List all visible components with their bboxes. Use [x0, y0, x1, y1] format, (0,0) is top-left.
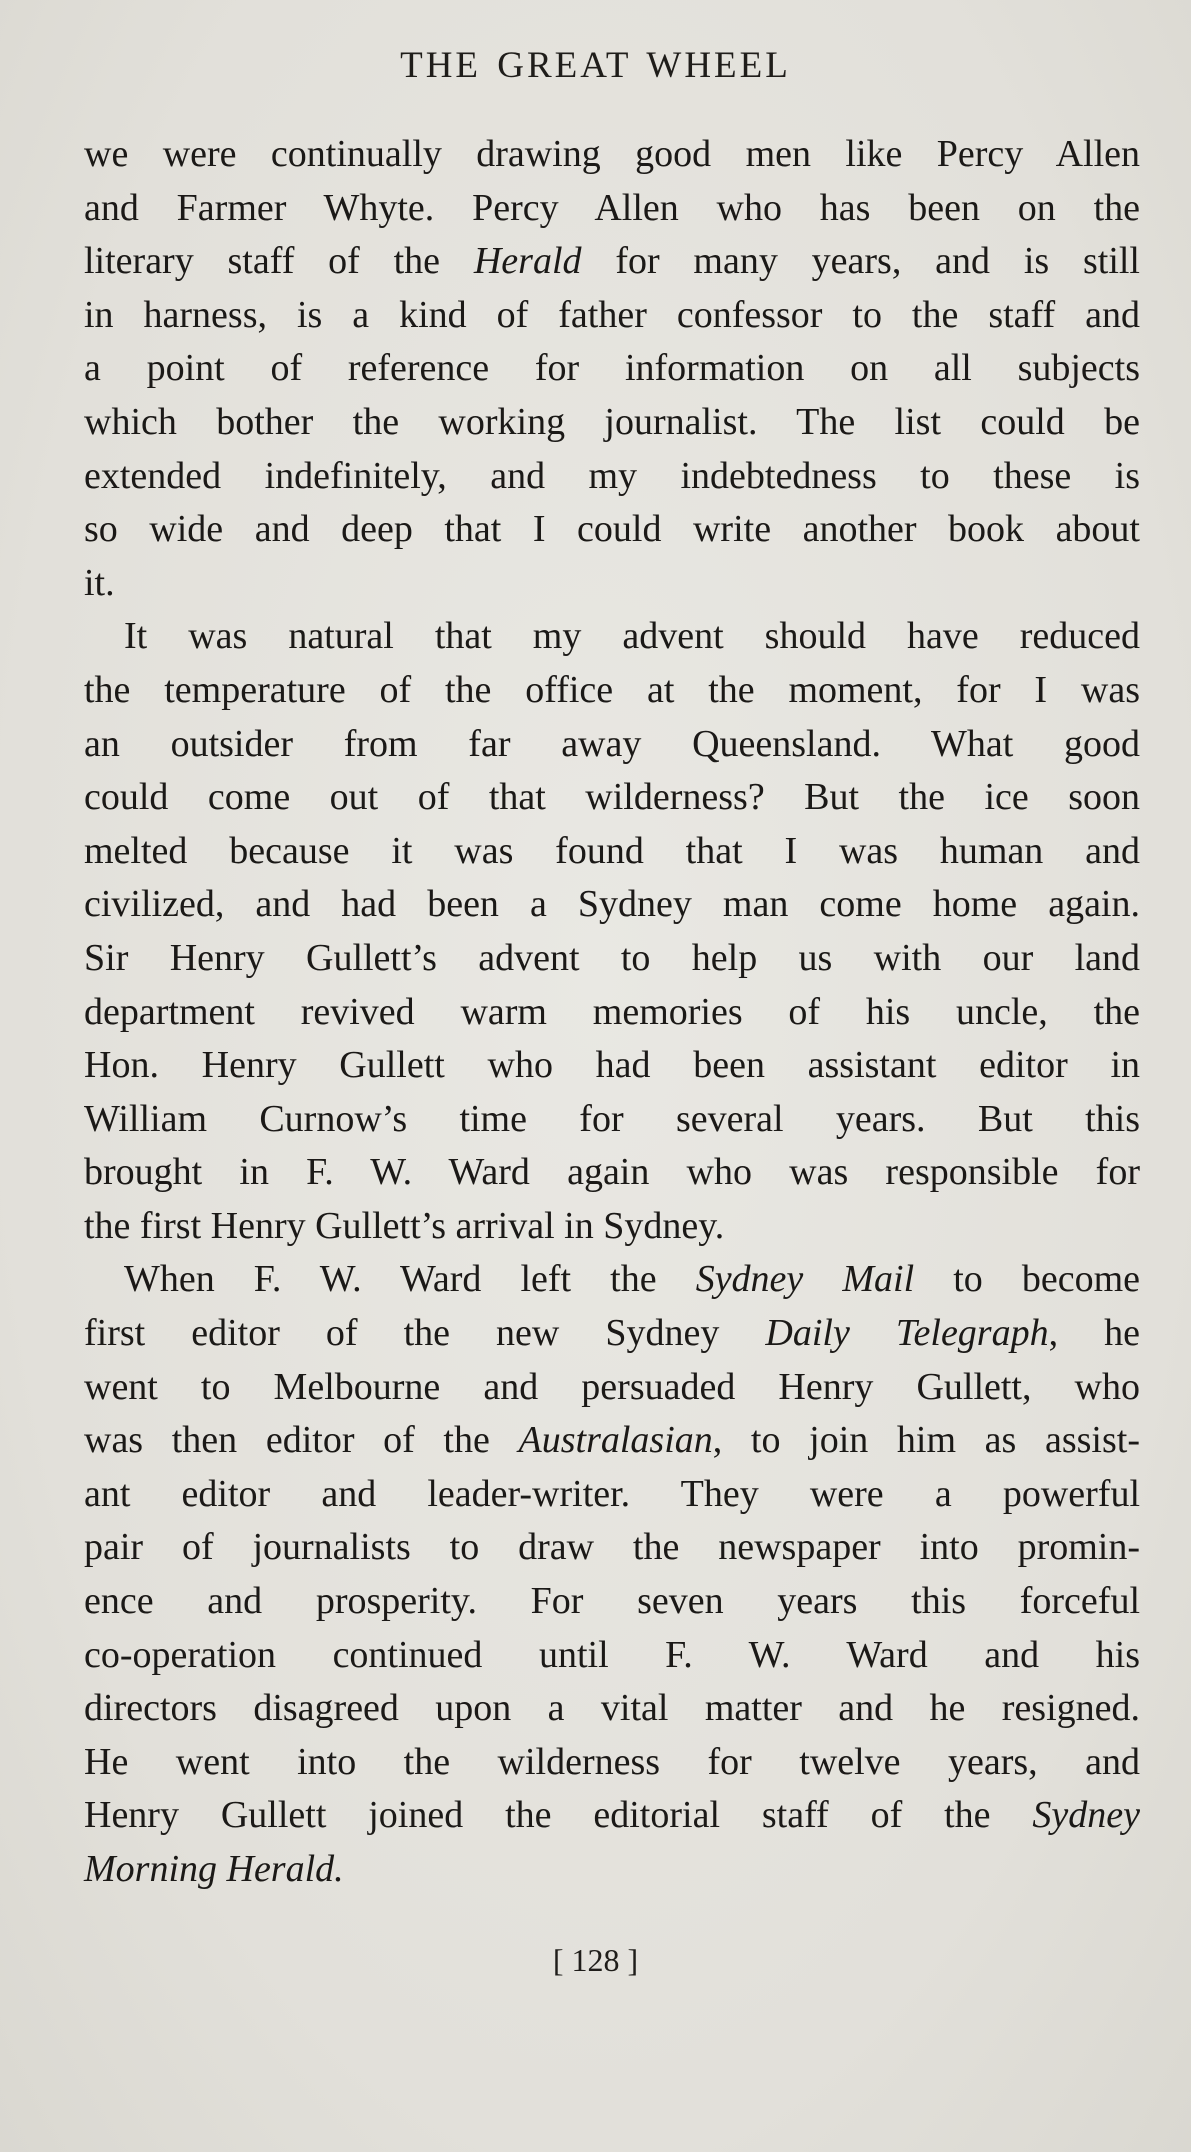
text-run: William Curnow’s time for several years. But this — [84, 1097, 1140, 1140]
text-line — [84, 1146, 1140, 1200]
text-line — [84, 1843, 1140, 1897]
text-run: in harness, is a kind of father confessor to the staff and — [84, 293, 1140, 336]
text-line — [84, 1789, 1140, 1843]
italic-title: Herald — [473, 240, 582, 283]
text-run: co-operation continued until F. W. Ward and his — [84, 1633, 1140, 1676]
text-line — [84, 1039, 1140, 1093]
text-run: literary staff of the — [84, 240, 474, 283]
body-text — [84, 128, 1140, 1897]
text-run: directors disagreed upon a vital matter and he resigned. — [84, 1687, 1140, 1730]
text-run: an outsider from far away Queensland. What good — [84, 722, 1140, 765]
text-line — [84, 1414, 1140, 1468]
text-line — [84, 1307, 1140, 1361]
text-run: department revived warm memories of his uncle, the — [84, 990, 1140, 1033]
italic-title: Sydney Mail — [695, 1258, 915, 1301]
text-line — [84, 1629, 1140, 1683]
text-line — [84, 986, 1140, 1040]
italic-title: Daily Telegraph — [765, 1312, 1049, 1355]
text-run: to become — [914, 1258, 1141, 1301]
text-run: Sir Henry Gullett’s advent to help us with our land — [84, 936, 1140, 979]
text-run: so wide and deep that I could write another book about — [84, 508, 1140, 551]
text-line — [84, 235, 1140, 289]
text-run: which bother the working journalist. The list could be — [84, 400, 1140, 443]
text-run: extended indefinitely, and my indebtedness to these is — [84, 454, 1140, 497]
text-line — [84, 1736, 1140, 1790]
text-line — [84, 1361, 1140, 1415]
text-run: and Farmer Whyte. Percy Allen who has been on the — [84, 186, 1140, 229]
text-run: for many years, and is still — [581, 240, 1140, 283]
text-line — [84, 664, 1140, 718]
text-run: the temperature of the office at the moment, for I was — [84, 668, 1140, 711]
text-line — [84, 878, 1140, 932]
text-line — [84, 557, 1140, 611]
text-run: , he — [1048, 1312, 1141, 1355]
text-run: ence and prosperity. For seven years this forceful — [84, 1580, 1140, 1623]
text-line — [84, 396, 1140, 450]
text-line — [84, 1682, 1140, 1736]
text-run: a point of reference for information on all subjects — [84, 347, 1140, 390]
italic-title: Morning Herald. — [84, 1848, 344, 1890]
text-line — [84, 1253, 1140, 1307]
text-line — [84, 932, 1140, 986]
text-line — [84, 1521, 1140, 1575]
text-run: went to Melbourne and persuaded Henry Gullett, who — [84, 1365, 1140, 1408]
text-line — [84, 1200, 1140, 1254]
text-run: It was natural that my advent should have reduced — [124, 615, 1140, 658]
text-line — [84, 182, 1140, 236]
text-line — [84, 128, 1140, 182]
text-run: ant editor and leader-writer. They were a powerful — [84, 1472, 1140, 1515]
text-run: could come out of that wilderness? But the ice soon — [84, 776, 1140, 819]
text-line — [84, 503, 1140, 557]
text-run: was then editor of the — [84, 1419, 519, 1462]
text-line — [84, 1468, 1140, 1522]
text-line — [84, 450, 1140, 504]
text-line — [84, 610, 1140, 664]
text-run: Henry Gullett joined the editorial staff of the — [84, 1794, 1033, 1837]
italic-title: Sydney — [1032, 1794, 1140, 1837]
text-run: brought in F. W. Ward again who was responsible for — [84, 1151, 1140, 1194]
text-run: we were continually drawing good men like Percy Allen — [84, 133, 1140, 175]
text-line — [84, 825, 1140, 879]
text-run: , to join him as assist- — [712, 1419, 1140, 1462]
text-run: it. — [84, 561, 115, 604]
italic-title: Australasian — [518, 1419, 713, 1462]
text-run: He went into the wilderness for twelve years, and — [84, 1740, 1140, 1783]
text-run: the first Henry Gullett’s arrival in Sydney. — [84, 1204, 725, 1247]
text-line — [84, 289, 1140, 343]
text-run: melted because it was found that I was human and — [84, 829, 1140, 872]
text-line — [84, 1575, 1140, 1629]
text-run: When F. W. Ward left the — [124, 1258, 696, 1301]
text-line — [84, 771, 1140, 825]
text-run: first editor of the new Sydney — [84, 1312, 766, 1355]
text-run: Hon. Henry Gullett who had been assistant editor in — [84, 1044, 1140, 1087]
text-line — [84, 718, 1140, 772]
running-head: THE GREAT WHEEL — [400, 45, 791, 86]
text-line — [84, 1093, 1140, 1147]
text-line — [84, 342, 1140, 396]
text-run: pair of journalists to draw the newspaper into promin- — [84, 1526, 1140, 1569]
page-number: [ 128 ] — [552, 1942, 639, 1978]
text-run: civilized, and had been a Sydney man come home again. — [84, 883, 1140, 926]
